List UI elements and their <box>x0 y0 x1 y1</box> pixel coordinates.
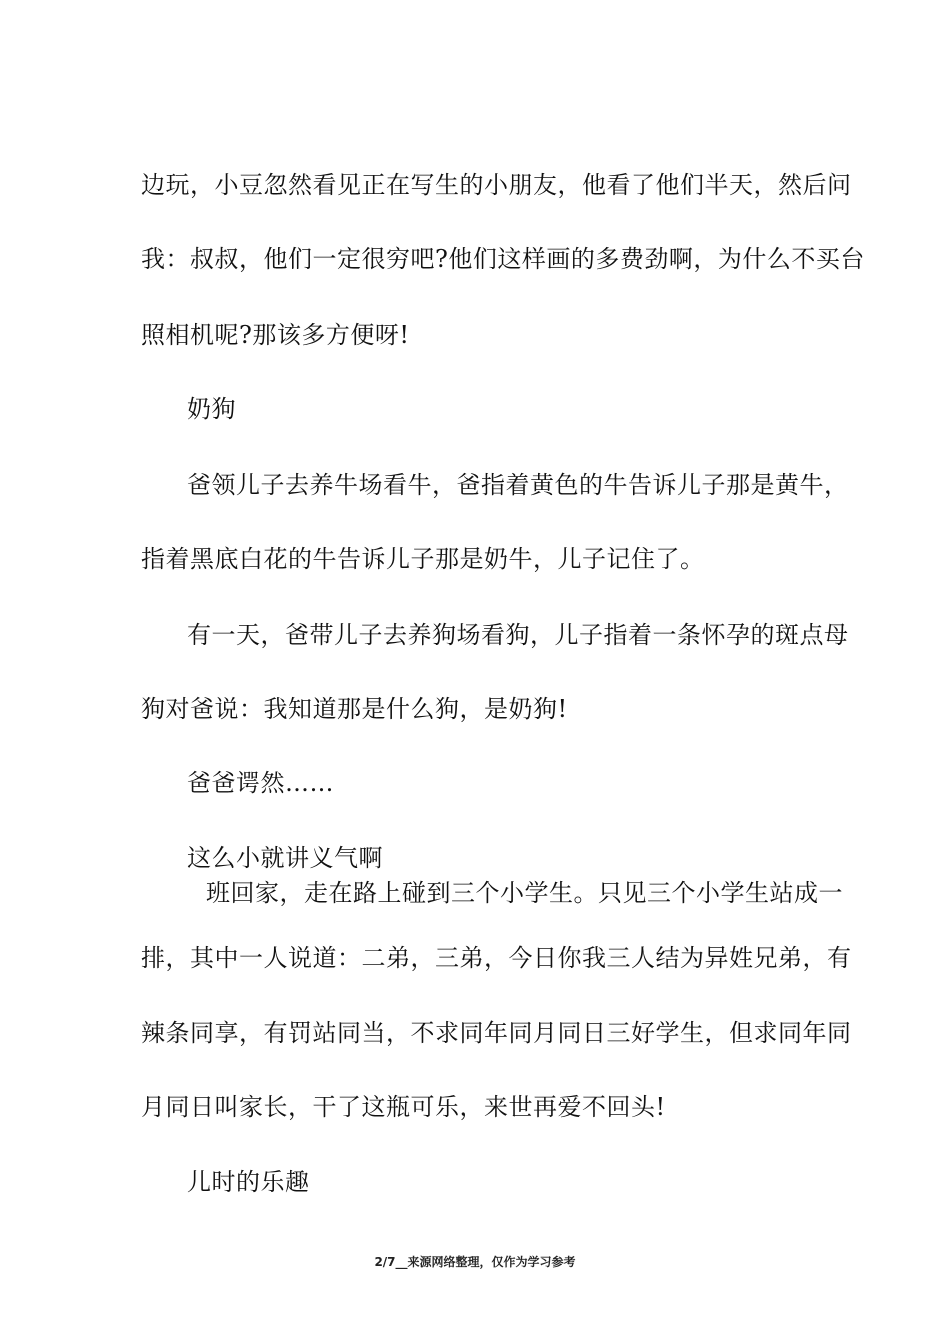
body-text-line: 指着黑底白花的牛告诉儿子那是奶牛，儿子记住了。 <box>141 545 705 573</box>
body-text-line: 边玩，小豆忽然看见正在写生的小朋友，他看了他们半天，然后问 <box>141 171 852 199</box>
section-heading: 儿时的乐趣 <box>187 1168 310 1196</box>
body-text-line: 狗对爸说：我知道那是什么狗，是奶狗! <box>141 695 568 723</box>
body-text-line: 有一天，爸带儿子去养狗场看狗，儿子指着一条怀孕的斑点母 <box>187 621 849 649</box>
page-footer: 2/7__来源网络整理，仅作为学习参考 <box>374 1255 576 1269</box>
body-text-line: 照相机呢?那该多方便呀! <box>141 321 410 349</box>
body-text-line: 辣条同享，有罚站同当，不求同年同月同日三好学生，但求同年同 <box>141 1019 852 1047</box>
body-text-line: 爸爸谔然…… <box>187 769 334 797</box>
body-text-line: 爸领儿子去养牛场看牛，爸指着黄色的牛告诉儿子那是黄牛， <box>187 471 849 499</box>
section-heading: 奶狗 <box>187 395 236 423</box>
section-heading: 这么小就讲义气啊 <box>187 844 383 872</box>
body-text-line: 月同日叫家长，干了这瓶可乐，来世再爱不回头! <box>141 1093 666 1121</box>
body-text-line: 排，其中一人说道：二弟，三弟，今日你我三人结为异姓兄弟，有 <box>141 944 852 972</box>
body-text-line: 班回家，走在路上碰到三个小学生。只见三个小学生站成一 <box>206 879 843 907</box>
body-text-line: 我：叔叔，他们一定很穷吧?他们这样画的多费劲啊，为什么不买台 <box>141 245 865 273</box>
